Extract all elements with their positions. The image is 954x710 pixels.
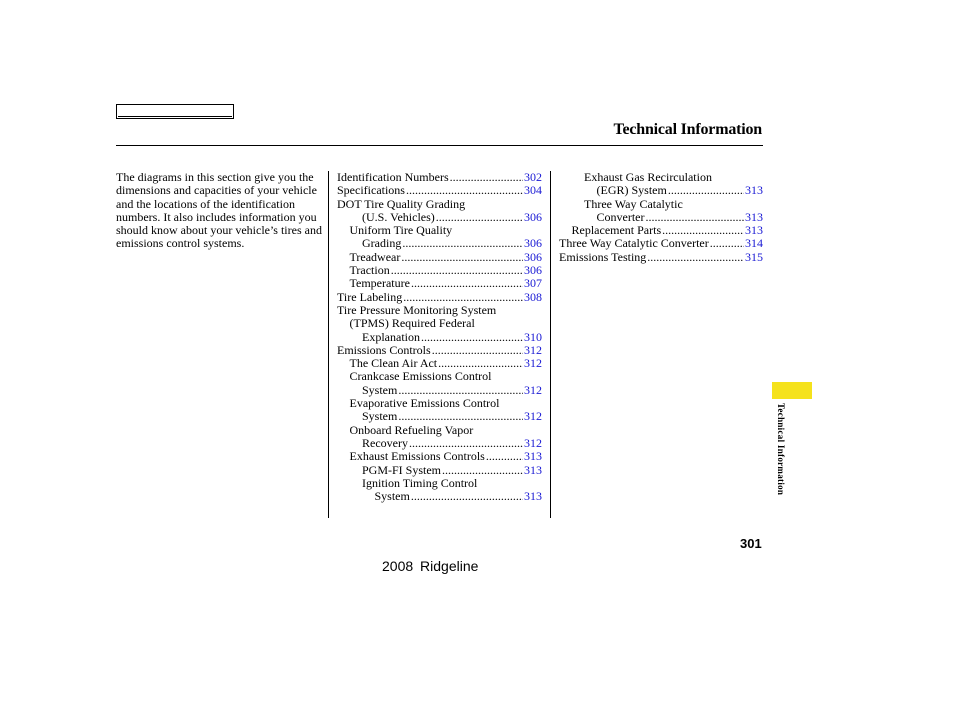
toc-entry-label: (U.S. Vehicles) xyxy=(362,209,435,224)
toc-page-link[interactable]: 310 xyxy=(524,329,542,344)
toc-entry-label: Replacement Parts xyxy=(571,223,662,238)
toc-entry-label: Converter xyxy=(596,209,645,224)
toc-leader-dots xyxy=(647,251,744,264)
toc-leader-dots xyxy=(409,437,523,450)
toc-entry-label: The Clean Air Act xyxy=(349,356,438,371)
toc-entry[interactable] xyxy=(337,184,542,197)
toc-page-link[interactable]: 313 xyxy=(745,223,763,238)
header-box xyxy=(116,104,234,119)
toc-entry-label: (TPMS) Required Federal xyxy=(349,316,475,331)
toc-page-link[interactable]: 312 xyxy=(524,435,542,450)
toc-entry-label: System xyxy=(362,382,398,397)
toc-leader-dots xyxy=(401,251,523,264)
toc-leader-dots xyxy=(411,277,523,290)
toc-page-link[interactable]: 302 xyxy=(524,170,542,184)
toc-entry[interactable] xyxy=(337,331,542,344)
toc-page-link[interactable]: 312 xyxy=(524,356,542,371)
toc-page-link[interactable]: 312 xyxy=(524,409,542,424)
toc-entry-label: Recovery xyxy=(362,435,408,450)
toc-leader-dots xyxy=(645,211,744,224)
toc-entry[interactable] xyxy=(337,344,542,357)
toc-leader-dots xyxy=(442,464,523,477)
toc-page-link[interactable]: 306 xyxy=(524,249,542,264)
toc-entry[interactable] xyxy=(337,264,542,277)
toc-entry-label: Emissions Testing xyxy=(559,249,647,264)
toc-page-link[interactable]: 313 xyxy=(745,183,763,198)
toc-entry-label: Traction xyxy=(349,263,390,278)
toc-entry[interactable] xyxy=(337,384,542,397)
toc-entry-label: Specifications xyxy=(337,183,405,198)
toc-entry-label: System xyxy=(362,409,398,424)
toc-heading xyxy=(559,171,763,184)
toc-entry[interactable] xyxy=(559,184,763,197)
toc-entry-label: Explanation xyxy=(362,329,420,344)
toc-page-link[interactable]: 306 xyxy=(524,263,542,278)
toc-entry-label: Onboard Refueling Vapor xyxy=(349,422,474,437)
toc-page-link[interactable]: 313 xyxy=(524,449,542,464)
toc-heading xyxy=(559,198,763,211)
toc-entry-label: System xyxy=(374,489,410,504)
toc-page-link[interactable]: 313 xyxy=(524,462,542,477)
toc-entry-label: Uniform Tire Quality xyxy=(349,223,453,238)
toc-entry-label: Identification Numbers xyxy=(337,170,449,184)
section-tab-label: Technical Information xyxy=(776,403,786,496)
toc-heading xyxy=(337,397,542,410)
toc-entry[interactable] xyxy=(337,251,542,264)
toc-page-link[interactable]: 312 xyxy=(524,382,542,397)
toc-entry-label: Evaporative Emissions Control xyxy=(349,396,500,411)
toc-entry[interactable] xyxy=(337,237,542,250)
footer-model: 2008 Ridgeline xyxy=(382,558,479,574)
toc-leader-dots xyxy=(486,450,523,463)
toc-heading xyxy=(337,198,542,211)
intro-paragraph: The diagrams in this section give you the dimensions and capacities of your vehicle and the locations of the identification numbers. It also includes information you should know about your vehicle’s tires and emissions control systems. xyxy=(116,170,322,251)
toc-leader-dots xyxy=(406,184,523,197)
toc-leader-dots xyxy=(436,211,523,224)
toc-entry-label: Exhaust Gas Recirculation xyxy=(584,170,712,184)
toc-page-link[interactable]: 312 xyxy=(524,342,542,357)
toc-leader-dots xyxy=(411,490,523,503)
toc-entry[interactable] xyxy=(337,171,542,184)
toc-entry-label: Three Way Catalytic Converter xyxy=(559,236,709,251)
toc-leader-dots xyxy=(421,331,523,344)
toc-entry[interactable] xyxy=(559,251,763,264)
toc-heading xyxy=(337,224,542,237)
toc-leader-dots xyxy=(398,384,523,397)
toc-entry-label: Tire Labeling xyxy=(337,289,403,304)
toc-leader-dots xyxy=(450,171,523,184)
toc-entry-label: Three Way Catalytic xyxy=(584,196,683,211)
toc-entry-label: Tire Pressure Monitoring System xyxy=(337,302,497,317)
toc-entry[interactable] xyxy=(559,224,763,237)
toc-page-link[interactable]: 313 xyxy=(524,489,542,504)
toc-entry[interactable] xyxy=(337,410,542,423)
toc-column-1 xyxy=(337,171,542,503)
toc-entry-label: PGM-FI System xyxy=(362,462,442,477)
toc-entry-label: (EGR) System xyxy=(596,183,667,198)
toc-entry-label: Emissions Controls xyxy=(337,342,431,357)
toc-entry[interactable] xyxy=(559,237,763,250)
toc-entry-label: Treadwear xyxy=(349,249,401,264)
toc-page-link[interactable]: 306 xyxy=(524,236,542,251)
toc-leader-dots xyxy=(402,237,523,250)
toc-leader-dots xyxy=(391,264,523,277)
toc-entry[interactable] xyxy=(337,357,542,370)
page-number: 301 xyxy=(740,536,762,551)
toc-page-link[interactable]: 308 xyxy=(524,289,542,304)
toc-entry-label: Crankcase Emissions Control xyxy=(349,369,492,384)
toc-heading xyxy=(337,477,542,490)
toc-entry[interactable] xyxy=(337,211,542,224)
toc-entry[interactable] xyxy=(337,490,542,503)
toc-heading xyxy=(337,317,542,330)
toc-entry-label: Temperature xyxy=(349,276,410,291)
toc-leader-dots xyxy=(403,291,523,304)
toc-entry-label: Exhaust Emissions Controls xyxy=(349,449,485,464)
toc-leader-dots xyxy=(438,357,523,370)
column-divider-left xyxy=(328,171,329,518)
toc-heading xyxy=(337,370,542,383)
toc-entry[interactable] xyxy=(559,211,763,224)
toc-entry-label: Grading xyxy=(362,236,402,251)
column-divider-right xyxy=(550,171,551,518)
toc-page-link[interactable]: 304 xyxy=(524,183,542,198)
section-title: Technical Information xyxy=(613,121,762,138)
toc-page-link[interactable]: 307 xyxy=(524,276,542,291)
toc-entry[interactable] xyxy=(337,437,542,450)
toc-page-link[interactable]: 314 xyxy=(745,236,763,251)
toc-page-link[interactable]: 306 xyxy=(524,209,542,224)
toc-column-2 xyxy=(559,171,763,264)
toc-heading xyxy=(337,424,542,437)
title-divider xyxy=(116,145,763,146)
toc-heading xyxy=(337,304,542,317)
toc-leader-dots xyxy=(710,237,744,250)
toc-leader-dots xyxy=(662,224,744,237)
toc-page-link[interactable]: 313 xyxy=(745,209,763,224)
toc-entry[interactable] xyxy=(337,277,542,290)
toc-leader-dots xyxy=(398,410,523,423)
toc-entry[interactable] xyxy=(337,450,542,463)
toc-leader-dots xyxy=(432,344,523,357)
toc-entry[interactable] xyxy=(337,291,542,304)
toc-entry-label: Ignition Timing Control xyxy=(362,475,478,490)
section-tab[interactable] xyxy=(772,382,812,399)
toc-entry[interactable] xyxy=(337,464,542,477)
toc-leader-dots xyxy=(668,184,744,197)
toc-entry-label: DOT Tire Quality Grading xyxy=(337,196,466,211)
toc-page-link[interactable]: 315 xyxy=(745,249,763,264)
